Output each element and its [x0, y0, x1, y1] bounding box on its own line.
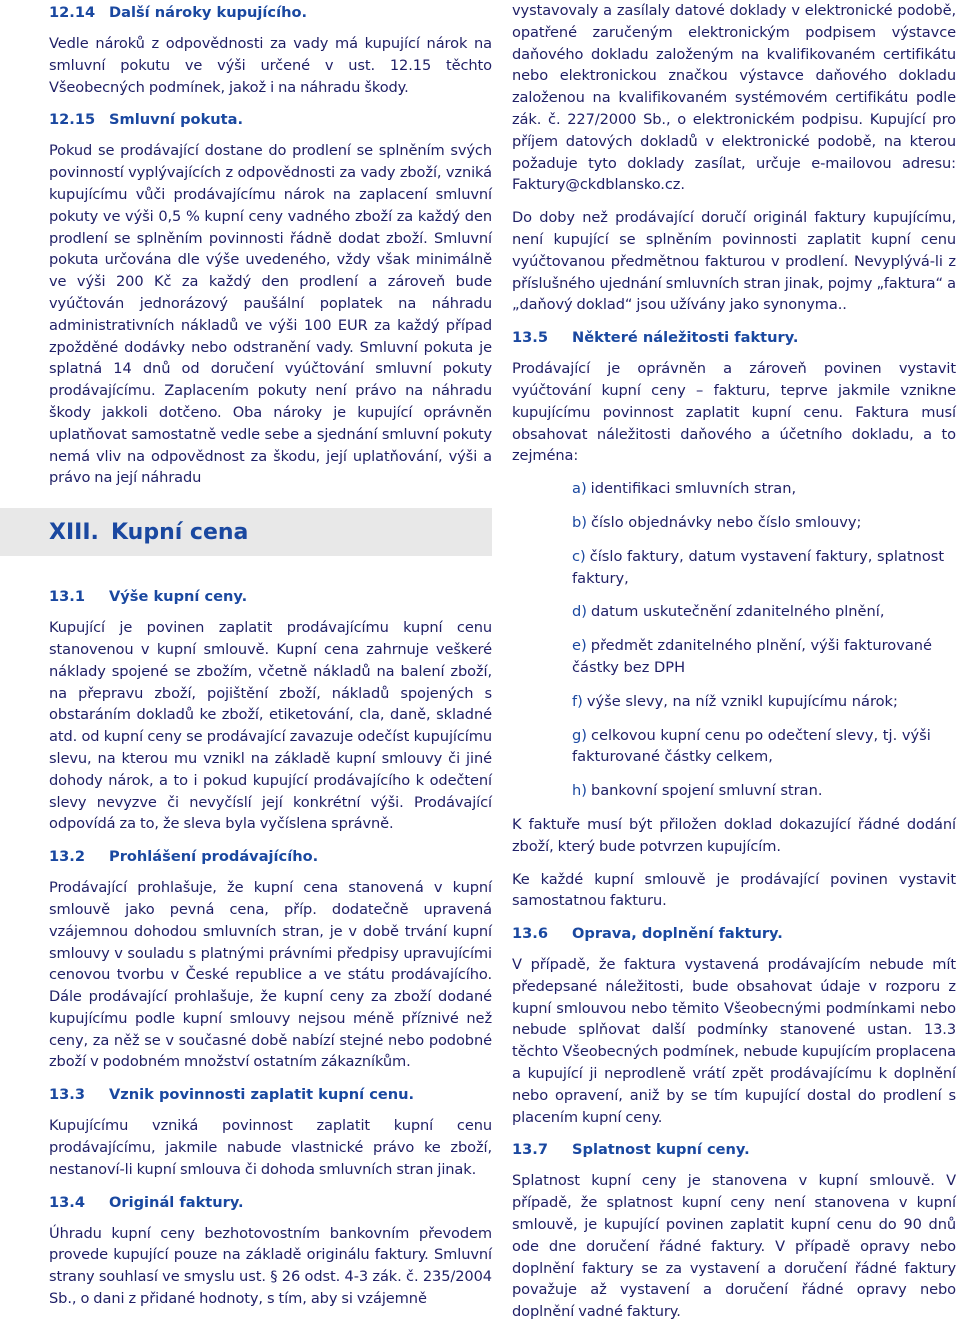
list-item: a) identifikaci smluvních stran,: [572, 480, 797, 498]
paragraph-12-15: Pokud se prodávající dostane do prodlení se splněním svých povinností vyplývajících z odpovědnosti za vady zboží, vzniká kupujícímu vůči prodávajícímu nárok na zaplacení smluvní pokuty ve výši 0,5 % kupní ceny vadného zboží za každý den prodlení se splněním povinnosti řádně dodat zboží. Smluvní pokuta určována dle výše uvedeného, vždy však minimálně ve výši 200 Kč za každý den prodlení a zároveň bude vyúčtován jednorázový paušální poplatek na náhradu administrativních nákladů ve výši 100 EUR za každý případ zpožděné dodávky nebo odstranění vady. Smluvní pokuta je splatná 14 dnů od doručení vyúčtování smluvní pokuty prodávajícímu. Zaplacením pokuty není právo na náhradu škody jakkoli dotčeno. Oba nároky je kupující oprávněn uplatňovat samostatně vedle sebe a sjednání smluvní pokuty nemá vliv na odpovědnost za škodu, její uplatňování, výši a právo na její náhradu: [49, 142, 492, 487]
list-item: c) číslo faktury, datum vystavení faktury, splatnost faktury,: [572, 547, 945, 587]
paragraph-13-2: Prodávající prohlašuje, že kupní cena stanovená v kupní smlouvě jako pevná cena, příp. dodatečně upravená vzájemnou dohodou smluvních stran, je v době trvání kupní smlouvy v souladu s platnými právními předpisy upravujícími cenovou tvorbu v České republice a ve státu prodávajícího. Dále prodávající prohlašuje, že kupní ceny za zboží dodané kupujícímu podle kupní smlouvy nejsou méně příznivé než ceny, za něž se v současné době nabízí stejné nebo podobné zboží v podobném množství ostatním zákazníkům.: [49, 879, 492, 1071]
paragraph-13-1: Kupující je povinen zaplatit prodávajícímu kupní cenu stanovenou v kupní smlouvě. Kupní cena zahrnuje veškeré náklady spojené se zbožím, včetně nákladů na balení zboží, na přepravu zboží, pojištění zboží, nákladů spojených s obstaráním dokladů ke zboží, etiketování, cla, daně, skladné atd. od kupní ceny se prodávající zavazuje odečíst kupujícímu slevu, na kterou mu vznikl na základě kupní smlouvy či jiné dohody nárok, a to i pokud kupující prodávajícího k odečtení slevy nevyzve či nevyčíslí její konkrétní výši. Prodávající odpovídá za to, že sleva byla vyčíslena správně.: [49, 619, 492, 833]
section-heading-13-5: 13.5 Některé náležitosti faktury.: [512, 329, 799, 347]
paragraph-12-14: Vedle nároků z odpovědnosti za vady má kupující nárok na smluvní pokutu ve výši určené v ust. 12.15 těchto Všeobecných podmínek, jakož i na náhradu škody.: [49, 35, 492, 96]
invoice-requirements-list: [512, 478, 956, 802]
paragraph-13-3: Kupujícímu vzniká povinnost zaplatit kupní cenu prodávajícímu, jakmile nabude vlastnické právo ke zboží, nestanoví-li kupní smlouva či dohoda smluvních stran jinak.: [49, 1117, 492, 1178]
list-item: h) bankovní spojení smluvní stran.: [572, 782, 823, 800]
section-heading-13-7: 13.7 Splatnost kupní ceny.: [512, 1141, 750, 1159]
paragraph-13-6: V případě, že faktura vystavená prodávajícím nebude mít předepsané náležitosti, bude obsahovat údaje v rozporu z kupní smlouvou nebo těmito Všeobecnými podmínkami nebo nebude splňovat další podmínky stanovené ustan. 13.3 těchto Všeobecných podmínek, nebude kupujícím proplacena a kupující ji neprodleně vrátí zpět prodávajícímu k doplnění nebo opravení, aniž by se tím kupující dostal do prodlení s placením kupní ceny.: [512, 956, 956, 1126]
paragraph-13-4: Úhradu kupní ceny bezhotovostním bankovním převodem provede kupující pouze na základě originálu faktury. Smluvní strany souhlasí ve smyslu ust. § 26 odst. 4-3 zák. č. 235/2004 Sb., o dani z přidané hodnoty, s tím, aby si vzájemně: [49, 1224, 492, 1308]
paragraph-13-4-b: Do doby než prodávající doručí originál faktury kupujícímu, není kupující se splněním povinnosti zaplatit kupní cenu vyúčtovanou předmětnou fakturou v prodlení. Nevyplývá-li z příslušného ujednání smluvních stran jinak, pojmy „faktura“ a „daňový doklad“ jsou užívány jako synonyma..: [512, 209, 956, 314]
list-item: b) číslo objednávky nebo číslo smlouvy;: [572, 513, 862, 531]
chapter-heading: XIII. Kupní cena: [0, 508, 492, 556]
section-heading-13-4: 13.4 Originál faktury.: [49, 1193, 244, 1211]
section-heading-13-1: 13.1 Výše kupní ceny.: [49, 588, 248, 606]
section-heading-13-6: 13.6 Oprava, doplnění faktury.: [512, 925, 783, 943]
paragraph-13-7: Splatnost kupní ceny je stanovena v kupní smlouvě. V případě, že splatnost kupní ceny není stanovena v kupní smlouvě, je kupující povinen zaplatit kupní cenu do 90 dnů ode dne doručení řádné faktury. V případě opravy nebo doplnění faktury se za vystavení a doručení řádné faktury považuje až vystavení a doručení řádné opravy nebo doplnění vadné faktury.: [512, 1172, 956, 1321]
list-item: g) celkovou kupní cenu po odečtení slevy, tj. výši fakturované částky celkem,: [572, 726, 931, 766]
section-heading-13-2: 13.2 Prohlášení prodávajícího.: [49, 848, 319, 866]
paragraph-13-5: Prodávající je oprávněn a zároveň povinen vystavit vyúčtování kupní ceny – fakturu, teprve jakmile vznikne kupujícímu povinnost zaplatit kupní cenu. Faktura musí obsahovat náležitosti daňového a účetního dokladu, a to zejména:: [512, 360, 956, 465]
paragraph-13-5-c: Ke každé kupní smlouvě je prodávající povinen vystavit samostatnou fakturu.: [512, 870, 956, 910]
paragraph-13-4-continued: vystavovaly a zasílaly datové doklady v elektronické podobě, opatřené zaručeným elektronickým podpisem výstavce daňového dokladu založeným na kvalifikovaném certifikátu nebo elektronickou značkou výstavce daňového dokladu založenou na kvalifikovaném systémovém certifikátu podle zák. č. 227/2000 Sb., o elektronickém podpisu. Kupující pro příjem datových dokladů v elektronické podobě, na kterou požaduje tyto doklady zasílat, určuje e-mailovou adresu: Faktury@ckdblansko.cz.: [512, 2, 956, 194]
section-heading-13-3: 13.3 Vznik povinnosti zaplatit kupní cenu.: [49, 1086, 415, 1104]
right-column: [512, 0, 956, 1334]
list-item: e) předmět zdanitelného plnění, výši fakturované částky bez DPH: [572, 637, 933, 676]
list-item: d) datum uskutečnění zdanitelného plnění,: [572, 603, 885, 621]
paragraph-13-5-b: K faktuře musí být přiložen doklad dokazující řádné dodání zboží, který bude potvrzen kupujícím.: [512, 815, 956, 855]
section-heading-12-14: 12.14 Další nároky kupujícího.: [49, 4, 308, 21]
list-item: f) výše slevy, na níž vznikl kupujícímu nárok;: [572, 692, 898, 710]
section-heading-12-15: 12.15 Smluvní pokuta.: [49, 111, 244, 129]
